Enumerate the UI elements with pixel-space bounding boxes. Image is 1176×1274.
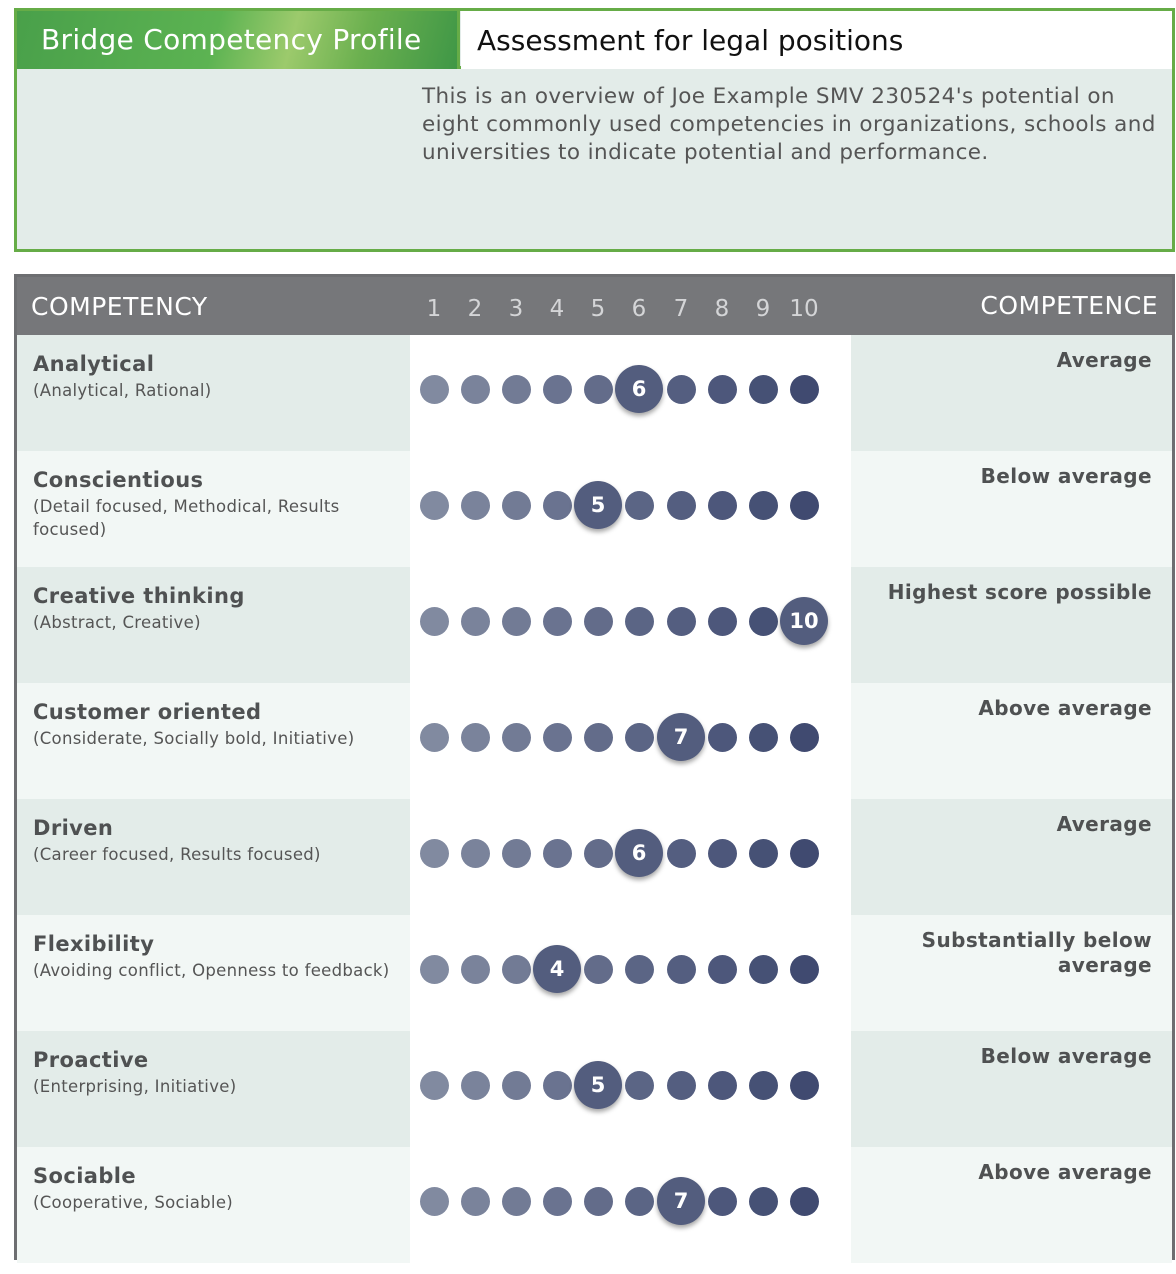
score-badge: 6 (615, 829, 663, 877)
scale-dot (790, 1071, 819, 1100)
score-badge: 7 (657, 1177, 705, 1225)
scale-dot (543, 723, 572, 752)
profile-header-card (14, 8, 1175, 252)
scale-number: 5 (590, 296, 606, 322)
scale-dot (625, 491, 654, 520)
scale-dot (420, 839, 449, 868)
scale-dot (708, 375, 737, 404)
competence-level: Substantially below average (921, 928, 1152, 977)
scale-dot (790, 839, 819, 868)
scale-number: 1 (426, 296, 442, 322)
scale-dot (461, 375, 490, 404)
competency-row (17, 799, 1172, 915)
score-badge: 10 (780, 597, 828, 645)
competency-name: Customer oriented (33, 700, 262, 724)
score-badge: 5 (574, 1061, 622, 1109)
scale-dot (461, 491, 490, 520)
competence-level: Average (1056, 812, 1152, 836)
scale-dot (749, 491, 778, 520)
scale-dot (708, 1187, 737, 1216)
scale-dot (790, 375, 819, 404)
scale-dot (667, 1071, 696, 1100)
competency-name: Analytical (33, 352, 155, 376)
brand-title: Bridge Competency Profile (41, 23, 422, 56)
competency-description: (Considerate, Socially bold, Initiative) (33, 729, 355, 748)
competency-name: Driven (33, 816, 114, 840)
scale-dot (584, 723, 613, 752)
scale-dot (584, 839, 613, 868)
header-title-bar (17, 11, 1172, 69)
scale-dot (584, 607, 613, 636)
competency-column-heading: COMPETENCY (31, 292, 208, 321)
scale-dot (667, 839, 696, 868)
competency-name: Proactive (33, 1048, 149, 1072)
competency-description: (Abstract, Creative) (33, 613, 201, 632)
competency-name: Conscientious (33, 468, 204, 492)
scale-dot (461, 1187, 490, 1216)
scale-dot (543, 607, 572, 636)
intro-text: This is an overview of Joe Example SMV 230524's potential on eight commonly used competencies in organizations, schools and universities to indicate potential and performance. (422, 84, 1156, 165)
scale-dot (461, 955, 490, 984)
scale-dot (461, 607, 490, 636)
scale-dot (708, 955, 737, 984)
scale-number: 10 (789, 296, 819, 322)
scale-dot (667, 375, 696, 404)
scale-dot (667, 955, 696, 984)
scale-dot (461, 839, 490, 868)
competence-level: Below average (980, 464, 1152, 488)
scale-dot (790, 491, 819, 520)
scale-number: 7 (673, 296, 689, 322)
scale-number: 8 (714, 296, 730, 322)
scale-number: 3 (508, 296, 524, 322)
competency-row (17, 1147, 1172, 1263)
brand-tab (17, 11, 460, 69)
competency-description: (Cooperative, Sociable) (33, 1193, 234, 1212)
scale-dot (584, 375, 613, 404)
scale-number: 6 (631, 296, 647, 322)
scale-dot (625, 955, 654, 984)
scale-dot (543, 1071, 572, 1100)
scale-dot (790, 1187, 819, 1216)
scale-dot (790, 955, 819, 984)
competency-row (17, 335, 1172, 451)
competency-row (17, 683, 1172, 799)
scale-dot (420, 723, 449, 752)
score-badge: 7 (657, 713, 705, 761)
scale-dot (749, 1187, 778, 1216)
assessment-title-box (461, 11, 1172, 69)
scale-dot (502, 375, 531, 404)
scale-dot (584, 1187, 613, 1216)
score-badge: 6 (615, 365, 663, 413)
scale-dot (502, 839, 531, 868)
scale-dot (749, 839, 778, 868)
scale-dot (543, 1187, 572, 1216)
competency-description: (Enterprising, Initiative) (33, 1077, 237, 1096)
scale-dot (543, 375, 572, 404)
competency-table (14, 274, 1175, 1260)
scale-dot (461, 723, 490, 752)
scale-dot (584, 955, 613, 984)
scale-dot (667, 607, 696, 636)
scale-dot (502, 723, 531, 752)
competence-column-heading: COMPETENCE (980, 291, 1158, 320)
score-badge: 5 (574, 481, 622, 529)
scale-number: 9 (755, 296, 771, 322)
table-header (17, 277, 1172, 335)
scale-dot (420, 1071, 449, 1100)
competence-level: Above average (978, 1160, 1152, 1184)
competency-row (17, 451, 1172, 567)
scale-dot (749, 955, 778, 984)
scale-dot (420, 375, 449, 404)
competency-row (17, 567, 1172, 683)
competency-description: (Analytical, Rational) (33, 381, 212, 400)
scale-dot (625, 1071, 654, 1100)
competency-description: (Detail focused, Methodical, Results focused) (33, 497, 340, 539)
scale-dot (502, 1071, 531, 1100)
scale-dot (420, 491, 449, 520)
scale-dot (749, 1071, 778, 1100)
competence-level: Average (1056, 348, 1152, 372)
score-badge: 4 (533, 945, 581, 993)
scale-dot (625, 607, 654, 636)
scale-dot (708, 839, 737, 868)
scale-dot (420, 607, 449, 636)
competence-level: Highest score possible (887, 580, 1152, 604)
scale-dot (543, 839, 572, 868)
scale-dot (667, 491, 696, 520)
competency-description: (Career focused, Results focused) (33, 845, 321, 864)
competency-name: Creative thinking (33, 584, 245, 608)
competence-level: Above average (978, 696, 1152, 720)
scale-dot (502, 955, 531, 984)
scale-dot (543, 491, 572, 520)
scale-dot (502, 607, 531, 636)
scale-dot (420, 1187, 449, 1216)
scale-dot (708, 1071, 737, 1100)
scale-dot (790, 723, 819, 752)
competency-name: Flexibility (33, 932, 155, 956)
scale-dot (420, 955, 449, 984)
scale-number: 2 (467, 296, 483, 322)
scale-dot (749, 607, 778, 636)
scale-dot (749, 723, 778, 752)
competency-description: (Avoiding conflict, Openness to feedback) (33, 961, 390, 980)
scale-dot (625, 1187, 654, 1216)
scale-dot (461, 1071, 490, 1100)
competency-name: Sociable (33, 1164, 137, 1188)
competency-row (17, 915, 1172, 1031)
assessment-title: Assessment for legal positions (477, 24, 904, 57)
scale-dot (625, 723, 654, 752)
scale-number: 4 (549, 296, 565, 322)
scale-dot (708, 607, 737, 636)
scale-dot (502, 1187, 531, 1216)
scale-dot (708, 491, 737, 520)
competence-level: Below average (980, 1044, 1152, 1068)
scale-dot (749, 375, 778, 404)
scale-dot (502, 491, 531, 520)
competency-row (17, 1031, 1172, 1147)
scale-dot (708, 723, 737, 752)
